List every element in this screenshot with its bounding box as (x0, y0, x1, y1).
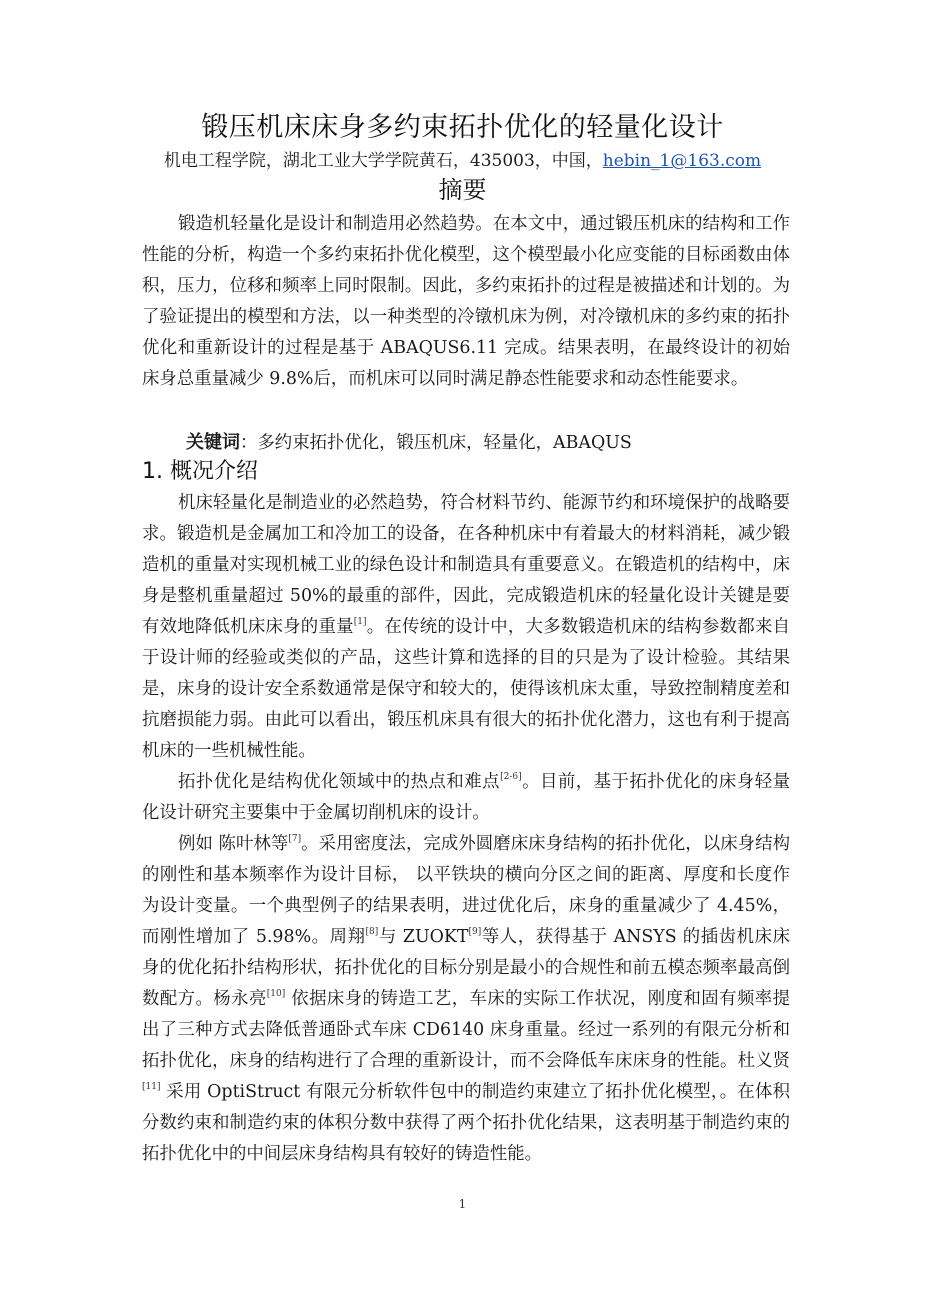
section-paragraph-1 (142, 488, 790, 767)
citation-10: [10] (266, 989, 286, 999)
section-paragraph-2 (142, 767, 790, 829)
section-paragraph-3 (142, 829, 790, 1170)
keywords-separator: ： (240, 433, 258, 453)
p3-text-b: 。采用密度法，完成外圆磨床床身结构的拓扑优化，以床身结构的刚性和基本频率作为设计目标， 以平铁块的横向分区之间的距离、厚度和长度作为设计变量。一个典型例子的结果表明，进过优化后，床身的重量减少了 4.45%，而刚性增加了 5.98%。周翔 (142, 834, 790, 947)
p2-text-a: 拓扑优化是结构优化领域中的热点和难点 (178, 772, 501, 792)
citation-7: [7] (288, 834, 302, 844)
abstract-body (142, 209, 790, 395)
p3-text-f: 采用 OptiStruct 有限元分析软件包中的制造约束建立了拓扑优化模型，。在体积分数约束和制造约束的体积分数中获得了两个拓扑优化结果，这表明基于制造约束的拓扑优化中的中间层床身结构具有较好的铸造性能。 (142, 1082, 790, 1164)
keywords-text: 多约束拓扑优化，锻压机床，轻量化，ABAQUS (257, 433, 632, 453)
p3-text-e: 依据床身的铸造工艺，车床的实际工作状况，刚度和固有频率提出了三种方式去降低普通卧式车床 CD6140 床身重量。经过一系列的有限元分析和拓扑优化，床身的结构进行了合理的重新设计，而不会降低车床床身的性能。杜义贤 (142, 989, 790, 1071)
p3-text-a: 例如 陈叶林等 (178, 834, 289, 854)
p1-text-a: 机床轻量化是制造业的必然趋势，符合材料节约、能源节约和环境保护的战略要求。锻造机是金属加工和冷加工的设备，在各种机床中有着最大的材料消耗，减少锻造机的重量对实现机械工业的绿色设计和制造具有重要意义。在锻造机的结构中，床身是整机重量超过 50%的最重的部件，因此，完成锻造机床的轻量化设计关键是要有效地降低机床床身的重量 (142, 493, 790, 637)
section-heading: 1. 概况介绍 (142, 459, 258, 484)
p1-text-b: 。在传统的设计中，大多数锻造机床的结构参数都来自于设计师的经验或类似的产品，这些计算和选择的目的只是为了设计检验。其结果是，床身的设计安全系数通常是保守和较大的，使得该机床太重，导致控制精度差和抗磨损能力弱。由此可以看出，锻压机床具有很大的拓扑优化潜力，这也有利于提高机床的一些机械性能。 (142, 617, 790, 761)
page-number: 1 (458, 1197, 467, 1211)
p3-text-c: 与 ZUOKT (378, 927, 469, 947)
paper-title: 锻压机床床身多约束拓扑优化的轻量化设计 (201, 112, 724, 143)
keywords-label: 关键词 (186, 432, 240, 453)
email-link[interactable]: hebin_1@163.com (602, 151, 762, 171)
citation-11: [11] (142, 1082, 161, 1092)
p3-text-d: 等人，获得基于 ANSYS 的插齿机床床身的优化拓扑结构形状，拓扑优化的目标分别是最小的合规性和前五模态频率最高倒数配方。杨永亮 (142, 927, 790, 1009)
citation-2-6: [2-6] (500, 772, 522, 782)
affiliation-text: 机电工程学院，湖北工业大学学院黄石，435003，中国， (163, 151, 603, 171)
abstract-paragraph: 锻造机轻量化是设计和制造用必然趋势。在本文中，通过锻压机床的结构和工作性能的分析，构造一个多约束拓扑优化模型，这个模型最小化应变能的目标函数由体积，压力，位移和频率上同时限制。因此，多约束拓扑的过程是被描述和计划的。为了验证提出的模型和方法，以一种类型的冷镦机床为例，对冷镦机床的多约束的拓扑优化和重新设计的过程是基于 ABAQUS6.11 完成。结果表明，在最终设计的初始床身总重量减少 9.8%后，而机床可以同时满足静态性能要求和动态性能要求。 (142, 214, 790, 389)
section-body (142, 488, 790, 1170)
citation-1: [1] (353, 617, 367, 627)
p2-text-b: 。目前，基于拓扑优化的床身轻量化设计研究主要集中于金属切削机床的设计。 (142, 772, 790, 823)
abstract-heading: 摘要 (438, 176, 487, 204)
citation-8: [8] (365, 927, 379, 937)
citation-9: [9] (468, 927, 482, 937)
